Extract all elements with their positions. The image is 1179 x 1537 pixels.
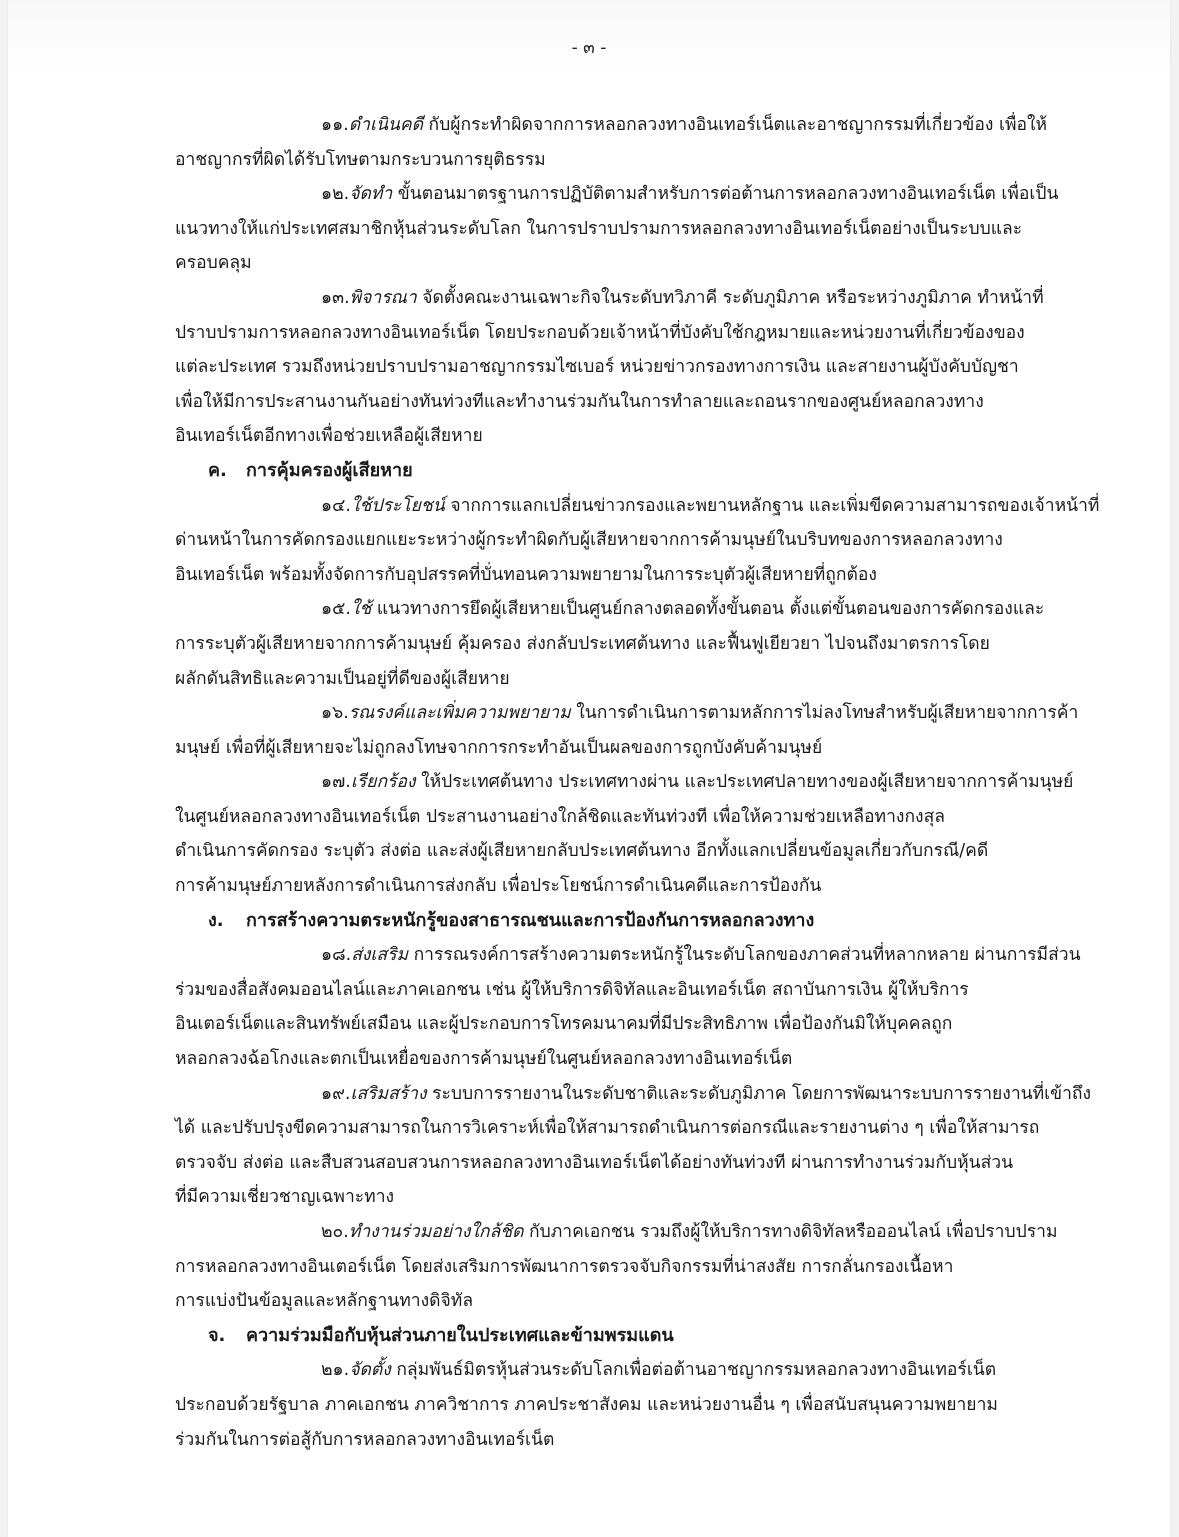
- clause-text: ร่วมของสื่อสังคมออนไลน์และภาคเอกชน เช่น ผู้ให้บริการดิจิทัลและอินเทอร์เน็ต สถาบันการเงิน ผู้ให้บริการ: [175, 979, 969, 1000]
- clause-verb: ใช้: [350, 599, 372, 620]
- clause-verb: ใช้ประโยชน์: [350, 495, 445, 516]
- clause-text: ครอบคลุม: [175, 253, 252, 274]
- clause-text: ด่านหน้าในการคัดกรองแยกแยะระหว่างผู้กระทำผิดกับผู้เสียหายจากการค้ามนุษย์ในบริบทของการหลอกลวงทาง: [175, 530, 1003, 551]
- clause-text: กลุ่มพันธ์มิตรหุ้นส่วนระดับโลกเพื่อต่อต้านอาชญากรรมหลอกลวงทางอินเทอร์เน็ต: [390, 1360, 997, 1381]
- clause-number: ๒๑.: [321, 1360, 350, 1381]
- clause-verb: เรียกร้อง: [350, 772, 416, 793]
- clause-number: ๑๕.: [321, 599, 351, 620]
- clause-text: การแบ่งปันข้อมูลและหลักฐานทางดิจิทัล: [175, 1291, 474, 1312]
- clause-text: ร่วมกันในการต่อสู้กับการหลอกลวงทางอินเทอร์เน็ต: [175, 1429, 555, 1450]
- clause-text: ตรวจจับ ส่งต่อ และสืบสวนสอบสวนการหลอกลวงทางอินเทอร์เน็ตได้อย่างทันท่วงที ผ่านการทำงานร่วมกับหุ้นส่วน: [175, 1152, 1014, 1173]
- clause-text: ดำเนินการคัดกรอง ระบุตัว ส่งต่อ และส่งผู้เสียหายกลับประเทศต้นทาง อีกทั้งแลกเปลี่ยนข้อมูลเกี่ยวกับกรณี/คดี: [175, 841, 989, 862]
- clause-16: [175, 696, 1125, 765]
- clause-14: [175, 489, 1125, 593]
- clause-text: กับภาคเอกชน รวมถึงผู้ให้บริการทางดิจิทัลหรือออนไลน์ เพื่อปราบปราม: [523, 1222, 1058, 1242]
- clause-text: ประกอบด้วยรัฐบาล ภาคเอกชน ภาควิชาการ ภาคประชาสังคม และหน่วยงานอื่น ๆ เพื่อสนับสนุนความพยายาม: [175, 1394, 998, 1415]
- clause-text: ในศูนย์หลอกลวงทางอินเทอร์เน็ต ประสานงานอย่างใกล้ชิดและทันท่วงที เพื่อให้ความช่วยเหลือทางกงสุล: [175, 806, 945, 827]
- clause-text: กับผู้กระทำผิดจากการหลอกลวงทางอินเทอร์เน็ตและอาชญากรรมที่เกี่ยวข้อง เพื่อให้: [422, 115, 1048, 135]
- clause-18: [175, 938, 1125, 1076]
- section-title: ความร่วมมือกับหุ้นส่วนภายในประเทศและข้ามพรมแดน: [246, 1324, 674, 1346]
- clause-19: [175, 1077, 1125, 1215]
- clause-text: ได้ และปรับปรุงขีดความสามารถในการวิเคราะห์เพื่อให้สามารถดำเนินการต่อกรณีและรายงานต่าง ๆ เพื่อให้สามารถ: [175, 1118, 1040, 1139]
- clause-verb: รณรงค์และเพิ่มความพยายาม: [348, 703, 571, 724]
- clause-20: [175, 1215, 1125, 1319]
- clause-text: การหลอกลวงทางอินเตอร์เน็ต โดยส่งเสริมการพัฒนาการตรวจจับกิจกรรมที่น่าสงสัย การกลั่นกรองเนื้อหา: [175, 1256, 954, 1277]
- clause-verb: จัดตั้ง: [349, 1360, 391, 1381]
- clause-21: [175, 1353, 1125, 1457]
- clause-text: อาชญากรที่ผิดได้รับโทษตามกระบวนการยุติธรรม: [175, 149, 546, 170]
- clause-text: การระบุตัวผู้เสียหายจากการค้ามนุษย์ คุ้มครอง ส่งกลับประเทศต้นทาง และฟื้นฟูเยียวยา ไปจนถึงมาตรการโดย: [175, 633, 990, 654]
- clause-verb: เสริมสร้าง: [350, 1083, 427, 1104]
- clause-text: จากการแลกเปลี่ยนข่าวกรองและพยานหลักฐาน และเพิ่มขีดความสามารถของเจ้าหน้าที่: [444, 495, 1100, 516]
- clause-text: แนวทางการยึดผู้เสียหายเป็นศูนย์กลางตลอดทั้งขั้นตอน ตั้งแต่ขั้นตอนของการคัดกรองและ: [371, 599, 1045, 620]
- clause-verb: ส่งเสริม: [351, 945, 409, 966]
- clause-text: ปราบปรามการหลอกลวงทางอินเทอร์เน็ต โดยประกอบด้วยเจ้าหน้าที่บังคับใช้กฎหมายและหน่วยงานที่เกี่ยวข้องของ: [175, 322, 1025, 343]
- section-heading-partnership: [175, 1319, 1125, 1354]
- clause-text: การรณรงค์การสร้างความตระหนักรู้ในระดับโลกของภาคส่วนที่หลากหลาย ผ่านการมีส่วน: [408, 945, 1081, 966]
- clause-text: อินเทอร์เน็ตอีกทางเพื่อช่วยเหลือผู้เสียหาย: [175, 426, 483, 447]
- clause-text: ผลักดันสิทธิและความเป็นอยู่ที่ดีของผู้เสียหาย: [175, 668, 510, 689]
- clause-text: ในการดำเนินการตามหลักการไม่ลงโทษสำหรับผู้เสียหายจากการค้า: [570, 703, 1079, 724]
- section-heading-victim-protection: [175, 454, 1125, 489]
- clause-text: เพื่อให้มีการประสานงานกันอย่างทันท่วงทีและทำงานร่วมกันในการทำลายและถอนรากของศูนย์หลอกลวงทาง: [175, 391, 984, 412]
- clause-number: ๑๓.: [321, 287, 350, 308]
- clause-text: จัดตั้งคณะงานเฉพาะกิจในระดับทวิภาคี ระดับภูมิภาค หรือระหว่างภูมิภาค ทำหน้าที่: [416, 287, 1044, 308]
- clause-number: ๑๘.: [321, 945, 352, 966]
- clause-text: การค้ามนุษย์ภายหลังการดำเนินการส่งกลับ เพื่อประโยชน์การดำเนินคดีและการป้องกัน: [175, 876, 822, 897]
- clause-number: ๑๔.: [321, 495, 351, 516]
- clause-verb: ดำเนินคดี: [348, 115, 423, 135]
- clause-verb: จัดทำ: [349, 184, 393, 205]
- clause-text: แนวทางให้แก่ประเทศสมาชิกหุ้นส่วนระดับโลก ในการปราบปรามการหลอกลวงทางอินเทอร์เน็ตอย่างเป็นระบบและ: [175, 218, 1023, 239]
- section-number: ง.: [208, 909, 224, 931]
- clause-text: ให้ประเทศต้นทาง ประเทศทางผ่าน และประเทศปลายทางของผู้เสียหายจากการค้ามนุษย์: [415, 772, 1074, 793]
- clause-number: ๑๗.: [321, 772, 351, 793]
- clause-11: [175, 108, 1125, 177]
- clause-text: อินเทอร์เน็ต พร้อมทั้งจัดการกับอุปสรรคที่บั่นทอนความพยายามในการระบุตัวผู้เสียหายที่ถูกต้อง: [175, 564, 877, 585]
- clause-number: ๒๐.: [321, 1222, 349, 1242]
- clause-number: ๑๙.: [321, 1083, 351, 1104]
- clause-15: [175, 592, 1125, 696]
- clause-verb: ทำงานร่วมอย่างใกล้ชิด: [348, 1222, 524, 1242]
- clause-13: [175, 281, 1125, 454]
- clause-17: [175, 765, 1125, 903]
- section-title: การสร้างความตระหนักรู้ของสาธารณชนและการป้องกันการหลอกลวงทาง: [246, 909, 815, 931]
- section-number: จ.: [208, 1324, 226, 1346]
- clause-text: หลอกลวงฉ้อโกงและตกเป็นเหยื่อของการค้ามนุษย์ในศูนย์หลอกลวงทางอินเทอร์เน็ต: [175, 1049, 793, 1070]
- clause-text: มนุษย์ เพื่อที่ผู้เสียหายจะไม่ถูกลงโทษจากการกระทำอันเป็นผลของการถูกบังคับค้ามนุษย์: [175, 737, 823, 758]
- clause-text: อินเตอร์เน็ตและสินทรัพย์เสมือน และผู้ประกอบการโทรคมนาคมที่มีประสิทธิภาพ เพื่อป้องกันมิให้บุคคลถูก: [175, 1014, 953, 1035]
- clause-12: [175, 177, 1125, 281]
- clause-text: ที่มีความเชี่ยวชาญเฉพาะทาง: [175, 1187, 395, 1208]
- section-title: การคุ้มครองผู้เสียหาย: [246, 459, 413, 481]
- section-heading-public-awareness: [175, 904, 1125, 939]
- document-body: [175, 108, 1125, 1457]
- clause-text: ระบบการรายงานในระดับชาติและระดับภูมิภาค โดยการพัฒนาระบบการรายงานที่เข้าถึง: [426, 1083, 1092, 1104]
- clause-text: แต่ละประเทศ รวมถึงหน่วยปราบปรามอาชญากรรมไซเบอร์ หน่วยข่าวกรองทางการเงิน และสายงานผู้บังคับบัญชา: [175, 357, 1019, 378]
- clause-verb: พิจารณา: [349, 287, 417, 308]
- clause-number: ๑๖.: [321, 703, 349, 724]
- section-number: ค.: [208, 459, 227, 481]
- clause-number: ๑๒.: [321, 184, 350, 205]
- clause-number: ๑๑.: [321, 115, 349, 135]
- page-number: - ๓ -: [571, 38, 607, 58]
- clause-text: ขั้นตอนมาตรฐานการปฏิบัติตามสำหรับการต่อต้านการหลอกลวงทางอินเทอร์เน็ต เพื่อเป็น: [392, 184, 1059, 205]
- document-page: [8, 0, 1170, 1537]
